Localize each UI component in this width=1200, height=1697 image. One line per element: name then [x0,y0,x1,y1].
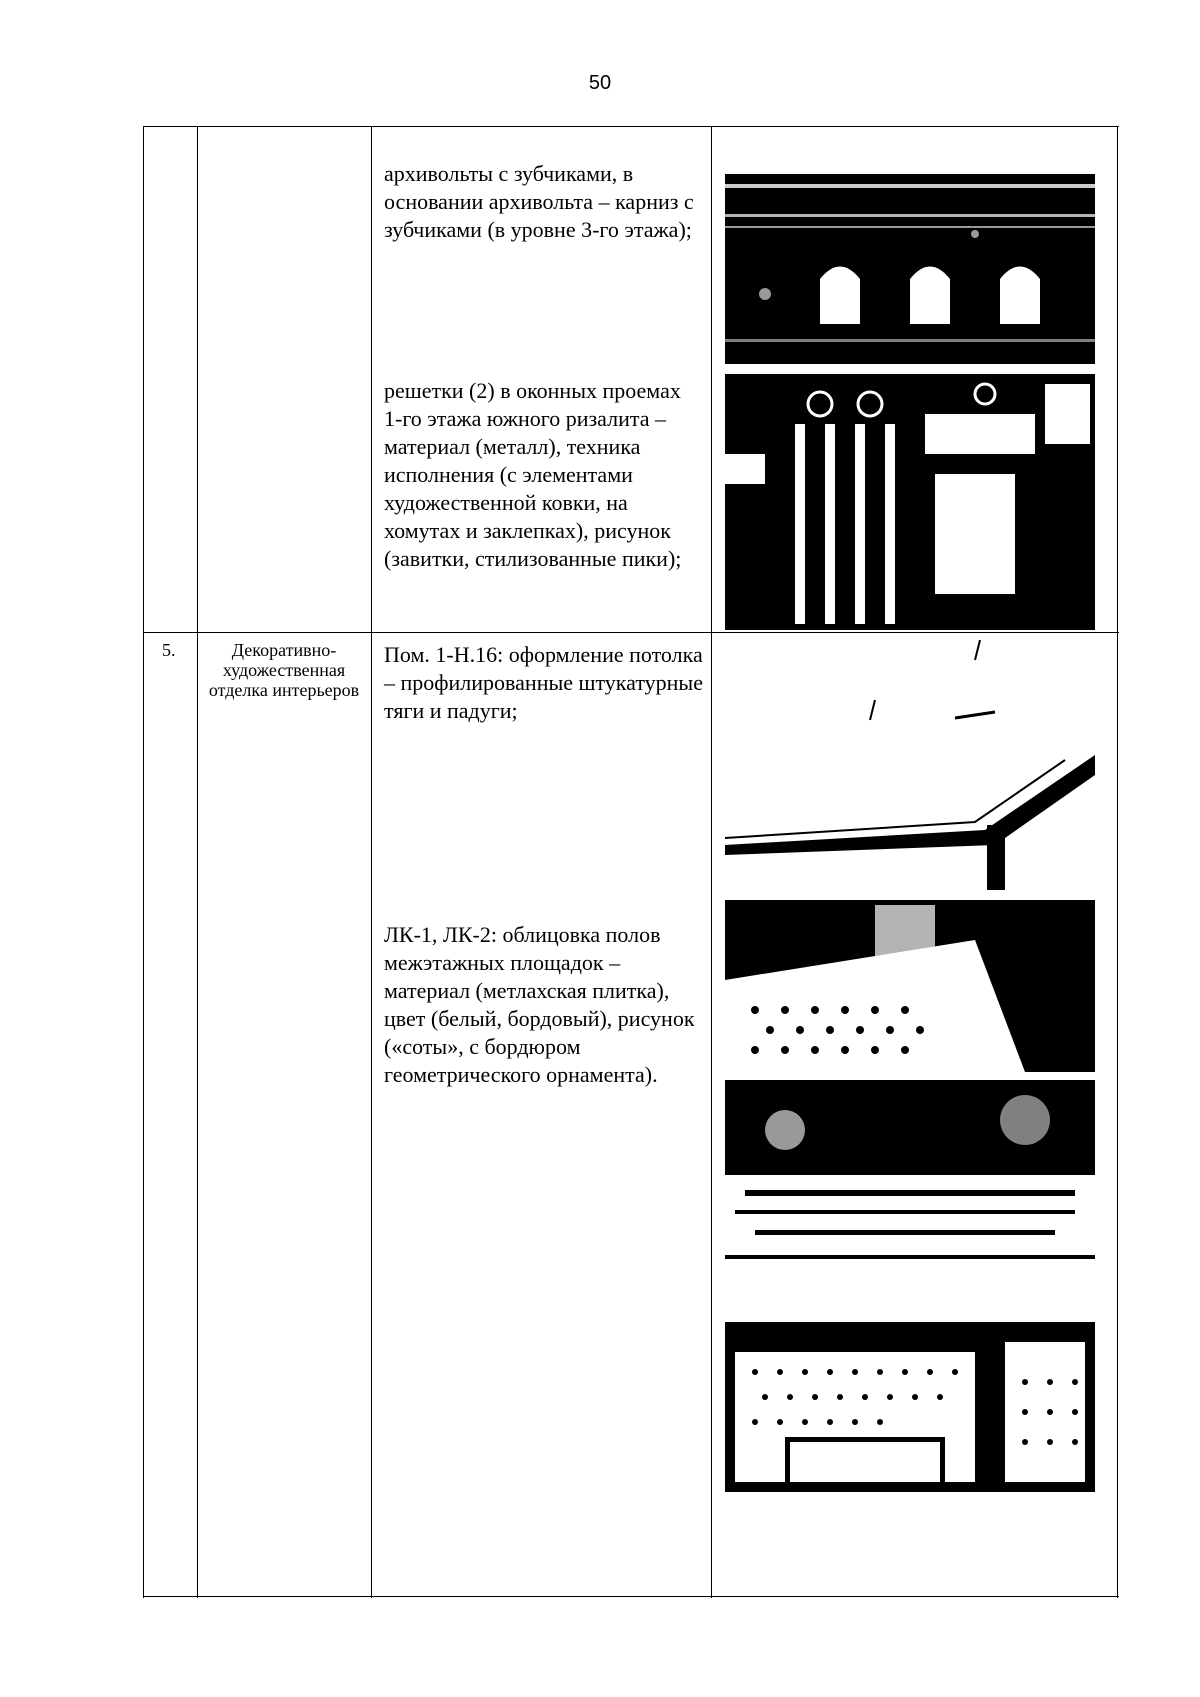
photo-ceiling [725,640,1095,890]
row-2-item-1-text: Пом. 1-Н.16: оформление потолка – профилированные штукатурные тяги и падуги; [384,642,703,723]
table-row-divider [143,632,1119,633]
table-divider-category [371,126,372,1598]
table-divider-number [197,126,198,1598]
table-border-right [1117,126,1118,1598]
row-1-item-2-text: решетки (2) в оконных проемах 1-го этажа южного ризалита – материал (металл), техника исполнения (с элементами художественной ковки, на хомутах и заклепках), рисунок (завитки, стилизованные пики); [384,378,682,571]
page-number: 50 [588,72,612,94]
row-2-item-2-text: ЛК-1, ЛК-2: облицовка полов межэтажных площадок – материал (метлахская плитка), цвет (белый, бордовый), рисунок («соты», с бордюром геометрического орнамента). [384,922,695,1087]
photo-floor-tiles-1 [725,900,1095,1072]
photo-floor-tiles-3 [725,1322,1095,1492]
table-border-bottom [143,1596,1119,1597]
table-border-top [143,126,1119,127]
row-1-item-1-text: архивольты с зубчиками, в основании архивольта – карниз с зубчиками (в уровне 3-го этажа); [384,161,694,242]
table-divider-description [711,126,712,1598]
table-border-left [143,126,144,1598]
row-2-number: 5. [162,640,176,660]
row-2-category: Декоративно-художественная отделка интерьеров [208,640,360,700]
photo-floor-tiles-2 [725,1080,1095,1285]
photo-facade-archivolts [725,174,1095,364]
photo-window-grilles [725,374,1095,630]
